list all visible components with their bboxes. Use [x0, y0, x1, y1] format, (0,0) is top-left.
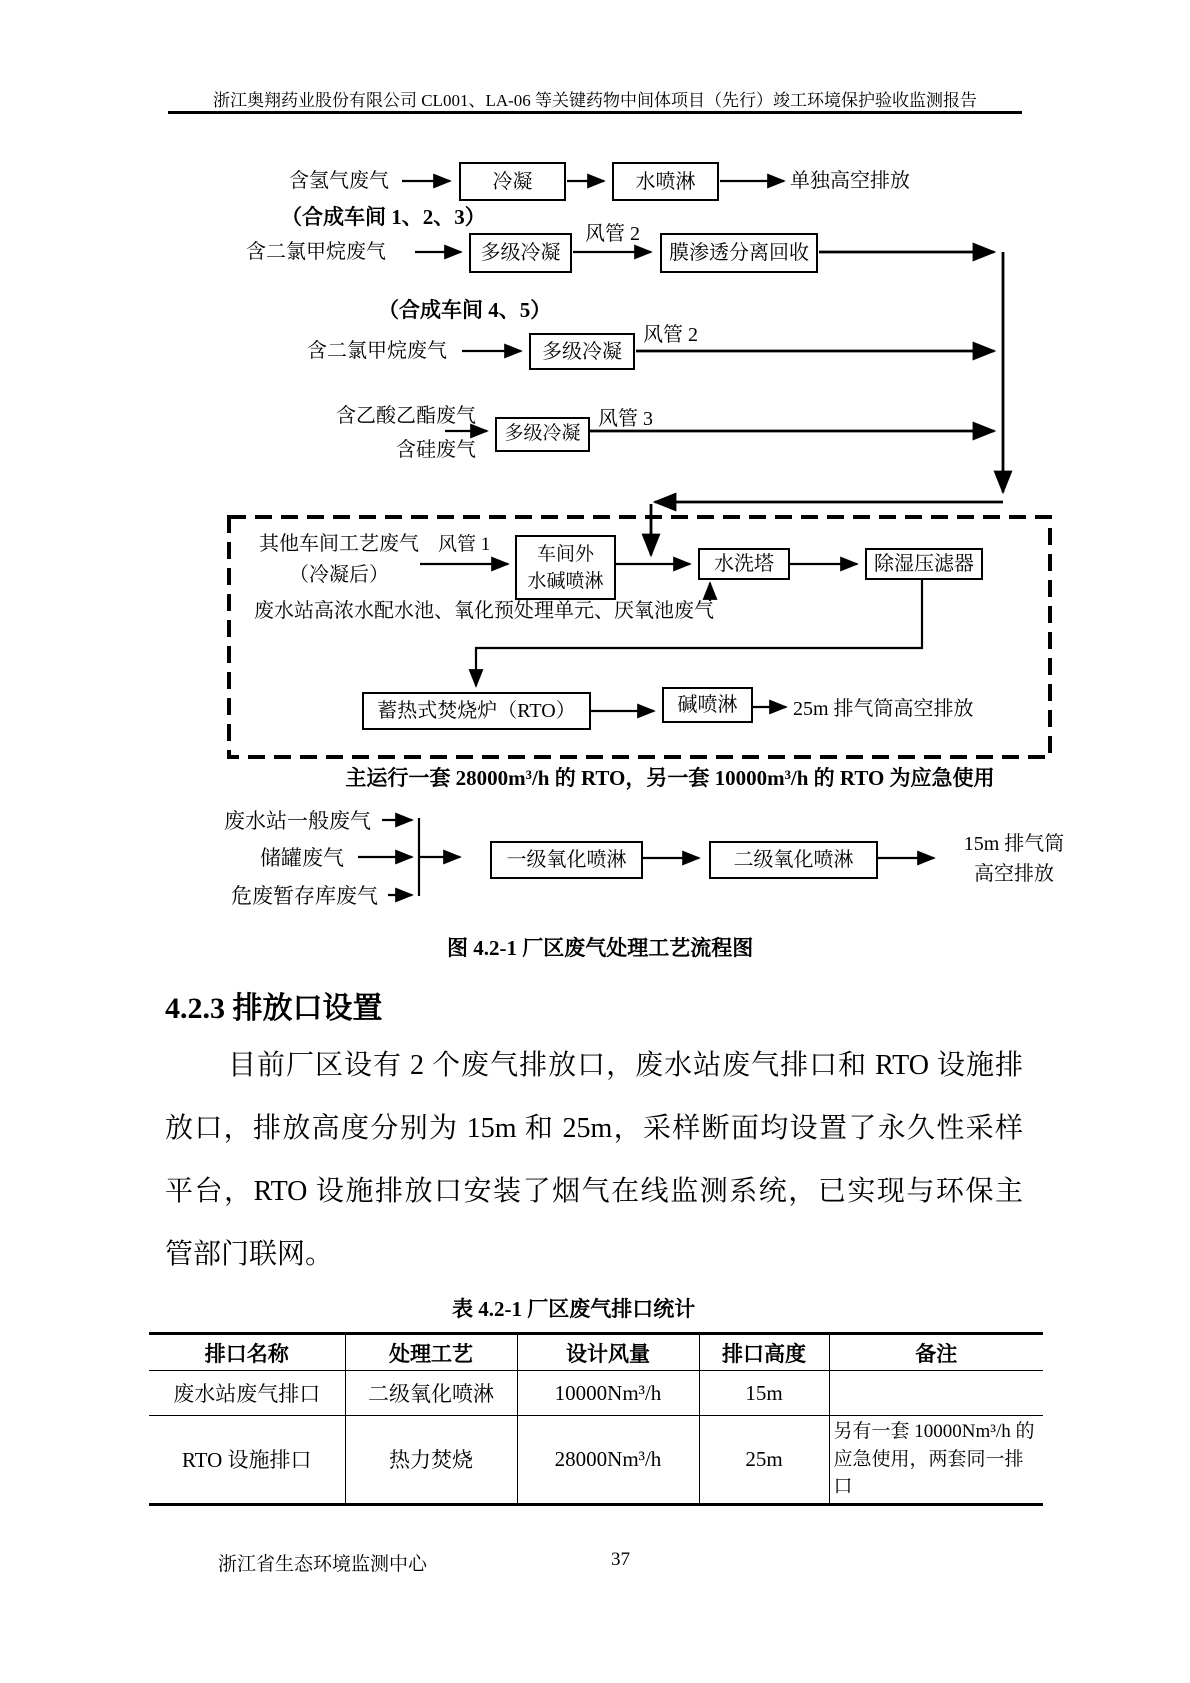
box-secondary-oxidation-spray: 二级氧化喷淋 [709, 841, 878, 879]
box-outside-workshop-line2: 水碱喷淋 [527, 570, 604, 592]
label-duct-2-b: 风管 2 [643, 324, 698, 346]
label-ethyl-acetate-gas: 含乙酸乙酯废气 [336, 405, 476, 427]
label-duct-1: 风管 1 [438, 534, 491, 555]
cell-outlet-name: RTO 设施排口 [181, 1448, 312, 1473]
paragraph-line-1: 目前厂区设有 2 个废气排放口，废水站废气排口和 RTO 设施排 [228, 1050, 1023, 1081]
cell-remark [829, 1371, 1043, 1416]
box-membrane-recovery: 膜渗透分离回收 [660, 233, 818, 273]
page-header-title: 浙江奥翔药业股份有限公司 CL001、LA-06 等关键药物中间体项目（先行）竣工环境保护验收监测报告 [212, 91, 978, 110]
label-hazardous-waste-storage-gas: 危废暂存库废气 [231, 884, 378, 908]
label-rto-note: 主运行一套 28000m³/h 的 RTO，另一套 10000m³/h 的 RTO 为应急使用 [345, 766, 995, 790]
header-treatment-process: 处理工艺 [345, 1334, 517, 1371]
cell-design-air-volume: 10000Nm³/h [517, 1371, 699, 1416]
box-primary-oxidation-spray: 一级氧化喷淋 [490, 841, 643, 879]
box-water-spray: 水喷淋 [612, 162, 719, 201]
paragraph-line-2: 放口，排放高度分别为 15m 和 25m，采样断面均设置了永久性采样 [165, 1113, 1023, 1144]
label-separate-high-discharge: 单独高空排放 [790, 170, 910, 192]
box-dehumidifying-filter: 除湿压滤器 [865, 548, 983, 580]
label-duct-2-a: 风管 2 [585, 223, 640, 245]
label-storage-tank-gas: 储罐废气 [260, 846, 344, 870]
cell-outlet-name: 废水站废气排口 [149, 1371, 345, 1416]
table-header-row [149, 1334, 1043, 1371]
label-stack-15m [948, 829, 1080, 889]
label-ethyl-acetate-silicon [316, 399, 476, 467]
box-multistage-condensation-3: 多级冷凝 [495, 417, 590, 452]
label-stack-25m: 25m 排气筒高空排放 [793, 698, 974, 720]
label-stack-15m-line1: 15m 排气筒 [963, 833, 1065, 855]
label-other-workshop-gas: 其他车间工艺废气 [259, 533, 419, 555]
label-other-workshop [246, 529, 432, 591]
cell-outlet-height: 25m [699, 1416, 829, 1505]
cell-outlet-height: 15m [699, 1371, 829, 1416]
label-wastewater-station-units: 废水站高浓水配水池、氧化预处理单元、厌氧池废气 [254, 600, 714, 622]
box-water-wash-tower: 水洗塔 [698, 548, 790, 580]
label-dcm-gas-1: 含二氯甲烷废气 [246, 241, 386, 263]
header-outlet-height: 排口高度 [699, 1334, 829, 1371]
label-workshop-45: （合成车间 4、5） [378, 298, 552, 322]
label-wastewater-general-gas: 废水站一般废气 [224, 809, 371, 833]
outlet-table [149, 1332, 1043, 1506]
label-dcm-gas-2: 含二氯甲烷废气 [307, 340, 447, 362]
label-workshop-123: （合成车间 1、2、3） [281, 205, 486, 229]
section-heading: 4.2.3 排放口设置 [165, 992, 383, 1025]
label-after-condensation: （冷凝后） [289, 564, 389, 586]
cell-treatment-process: 热力焚烧 [345, 1416, 517, 1505]
header-design-air-volume: 设计风量 [517, 1334, 699, 1371]
header-outlet-name: 排口名称 [149, 1334, 345, 1371]
header-remark: 备注 [829, 1334, 1043, 1371]
label-stack-15m-line2: 高空排放 [974, 863, 1054, 885]
paragraph-line-3: 平台，RTO 设施排放口安装了烟气在线监测系统，已实现与环保主 [165, 1176, 1023, 1207]
box-multistage-condensation-2: 多级冷凝 [529, 333, 635, 370]
table-title: 表 4.2-1 厂区废气排口统计 [452, 1297, 696, 1321]
footer-page-number: 37 [611, 1549, 630, 1570]
label-duct-3: 风管 3 [598, 408, 653, 430]
box-multistage-condensation-1: 多级冷凝 [469, 233, 572, 273]
box-rto-incinerator: 蓄热式焚烧炉（RTO） [362, 692, 591, 730]
box-outside-workshop-line1: 车间外 [536, 543, 594, 565]
box-alkali-spray: 碱喷淋 [662, 687, 753, 723]
cell-design-air-volume: 28000Nm³/h [517, 1416, 699, 1505]
box-condensation: 冷凝 [459, 162, 566, 201]
table-row [149, 1416, 1043, 1505]
cell-remark: 另有一套 10000Nm³/h 的应急使用，两套同一排口 [829, 1416, 1043, 1505]
label-hydrogen-gas: 含氢气废气 [289, 170, 389, 192]
table-row [149, 1371, 1043, 1416]
paragraph-line-4: 管部门联网。 [165, 1239, 334, 1270]
figure-caption: 图 4.2-1 厂区废气处理工艺流程图 [447, 936, 754, 960]
footer-organization: 浙江省生态环境监测中心 [218, 1554, 428, 1575]
box-outside-workshop-spray [515, 535, 616, 600]
label-silicon-gas: 含硅废气 [396, 439, 476, 461]
cell-treatment-process: 二级氧化喷淋 [345, 1371, 517, 1416]
